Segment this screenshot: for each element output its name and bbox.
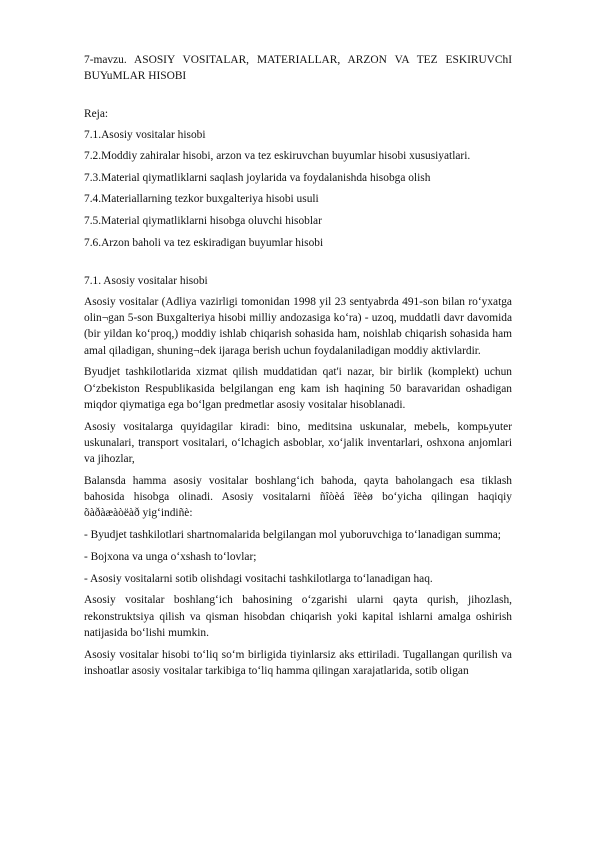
paragraph: Asosiy vositalar boshlang‘ich bahosining o‘zgarishi ularni qayta qurish, jihozlash, rekonstruktsiya qilish va qisman hisobdan chiqarish yoki kapital ishlarni amalga oshirish natijasida bo‘lishi mumkin. (84, 594, 512, 639)
plan-item: 7.6.Arzon baholi va tez eskiradigan buyumlar hisobi (84, 236, 324, 249)
paragraph: Balansda hamma asosiy vositalar boshlang‘ich bahoda, qayta baholangach esa tiklash bahosida hisobga olinadi. Asosiy vositalarni ñîòèá îëèø bo‘yicha qilingan haqiqiy õàðàæàòëàð yig‘indiñè: (84, 474, 512, 520)
paragraph: Asosiy vositalar hisobi to‘liq so‘m birligida tiyinlarsiz aks ettiriladi. Tugallangan qurilish va inshoatlar asosiy vositalar tarkibiga to‘liq hamma qilingan xarajatlarida, sotib oligan (84, 648, 512, 677)
section-heading: 7.1. Asosiy vositalar hisobi (84, 274, 208, 287)
plan-heading: Reja: (84, 108, 109, 121)
plan-item: 7.3.Material qiymatliklarni saqlash joylarida va foydalanishda hisobga olish (84, 171, 431, 184)
paragraph: - Asosiy vositalarni sotib olishdagi vositachi tashkilotlarga to‘lanadigan haq. (84, 572, 433, 585)
paragraph: - Bojxona va unga o‘xshash to‘lovlar; (84, 550, 257, 563)
paragraph: Asosiy vositalar (Adliya vazirligi tomonidan 1998 yil 23 sentyabrda 491-son bilan ro‘yxatga olin¬gan 5-son Buxgalteriya hisobi milliy andozasiga ko‘ra) - uzoq, muddatli davr davomida (bir yildan ko‘proq,) moddiy ishlab chiqarish sohasida ham, noishlab chiqarish sohasida ham amal qiladigan, shuning¬dek ijaraga berish uchun foydalaniladigan moddiy aktivlardir. (84, 295, 512, 357)
plan-item: 7.1.Asosiy vositalar hisobi (84, 128, 206, 141)
paragraph: Asosiy vositalarga quyidagilar kiradi: bino, meditsina uskunalar, mebelь, kompьyuter uskunalari, transport vositalari, o‘lchagich asboblar, xo‘jalik inventarlari, oshxona anjomlari va jihozlar, (84, 420, 512, 465)
plan-item: 7.2.Moddiy zahiralar hisobi, arzon va tez eskiruvchan buyumlar hisobi xususiyatlari. (84, 150, 471, 163)
page-title: 7-mavzu. ASOSIY VOSITALAR, MATERIALLAR, ARZON VA TEZ ESKIRUVChI BUYuMLAR HISOBI (84, 54, 512, 83)
plan-list (84, 127, 512, 251)
plan-item: 7.4.Materiallarning tezkor buxgalteriya hisobi usuli (84, 193, 319, 206)
body-text (84, 294, 512, 679)
plan-item: 7.5.Material qiymatliklarni hisobga oluvchi hisoblar (84, 214, 322, 227)
paragraph: Byudjet tashkilotlarida xizmat qilish muddatidan qat'i nazar, bir birlik (komplekt) uchun O‘zbekiston Respublikasida belgilangan eng kam ish haqining 50 baravaridan oshadigan miqdor qiymatiga ega bo‘lgan predmetlar asosiy vositalar hisoblanadi. (84, 366, 512, 411)
paragraph: - Byudjet tashkilotlari shartnomalarida belgilangan mol yuboruvchiga to‘lanadigan summa; (84, 529, 501, 541)
